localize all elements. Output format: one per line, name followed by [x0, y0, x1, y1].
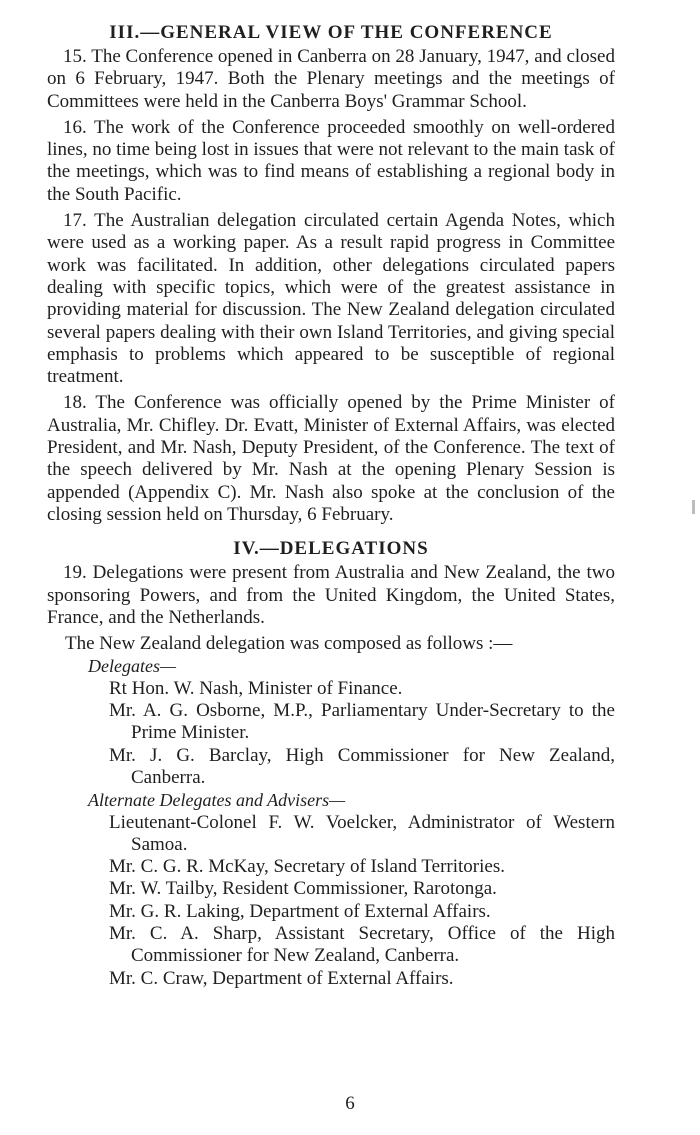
alternate-entry: Mr. C. G. R. McKay, Secretary of Island Territories.: [109, 856, 505, 878]
alternate-entry: Mr. G. R. Laking, Department of External Affairs.: [109, 900, 491, 922]
section-three-heading: III.—GENERAL VIEW OF THE CONFERENCE: [109, 22, 553, 43]
scan-edge-mark: [692, 500, 695, 514]
alternate-entry: Lieutenant-Colonel F. W. Voelcker, Administrator of Western Samoa.: [109, 811, 615, 855]
alternate-entry: Mr. C. Craw, Department of External Affairs.: [109, 967, 454, 989]
paragraph-18: 18. The Conference was officially opened by the Prime Minister of Australia, Mr. Chifley. Dr. Evatt, Minister of External Affairs, was elected President, and Mr. Nash, Deputy President, of the Conference. The text of the speech delivered by Mr. Nash at the opening Plenary Session is appended (Appendix C). Mr. Nash also spoke at the conclusion of the closing session held on Thursday, 6 February.: [47, 392, 615, 525]
page-number: 6: [345, 1093, 355, 1114]
paragraph-15: 15. The Conference opened in Canberra on 28 January, 1947, and closed on 6 February, 1947. Both the Plenary meetings and the meetings of Committees were held in the Canberra Boys' Grammar School.: [47, 46, 615, 112]
delegate-entry: Mr. J. G. Barclay, High Commissioner for New Zealand, Canberra.: [109, 744, 615, 788]
delegates-heading: Delegates—: [88, 656, 176, 677]
paragraph-19: 19. Delegations were present from Australia and New Zealand, the two sponsoring Powers, and from the United Kingdom, the United States, France, and the Netherlands.: [47, 562, 615, 628]
alternate-entry: Mr. W. Tailby, Resident Commissioner, Rarotonga.: [109, 878, 497, 900]
alternates-heading: Alternate Delegates and Advisers—: [88, 790, 346, 811]
delegation-intro: The New Zealand delegation was composed as follows :—: [65, 633, 513, 655]
paragraph-17: 17. The Australian delegation circulated certain Agenda Notes, which were used as a working paper. As a result rapid progress in Committee work was facilitated. In addition, other delegations circulated papers dealing with specific topics, which were of the greatest assistance in providing material for discussion. The New Zealand delegation circulated several papers dealing with their own Island Territories, and giving special emphasis to problems which appeared to be susceptible of regional treatment.: [47, 210, 615, 388]
delegate-entry: Rt Hon. W. Nash, Minister of Finance.: [109, 677, 403, 699]
paragraph-16: 16. The work of the Conference proceeded smoothly on well-ordered lines, no time being lost in issues that were not relevant to the main task of the meetings, which was to find means of establishing a regional body in the South Pacific.: [47, 116, 615, 205]
document-page: [47, 20, 615, 990]
delegate-entry: Mr. A. G. Osborne, M.P., Parliamentary Under-Secretary to the Prime Minister.: [109, 700, 615, 744]
alternate-entry: Mr. C. A. Sharp, Assistant Secretary, Office of the High Commissioner for New Zealand, Canberra.: [109, 922, 615, 967]
section-four-heading: IV.—DELEGATIONS: [233, 538, 429, 560]
